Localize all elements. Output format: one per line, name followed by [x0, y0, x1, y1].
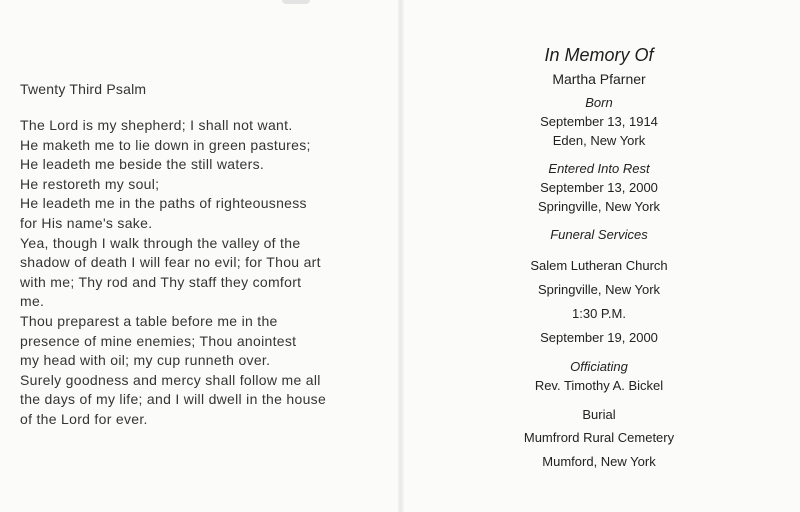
born-place: Eden, New York [552, 133, 646, 148]
burial-cemetery: Mumfrord Rural Cemetery [523, 430, 675, 445]
psalm-line: presence of mine enemies; Thou anointest [20, 332, 297, 349]
psalm-line: me. [20, 293, 45, 310]
psalm-title: Twenty Third Psalm [20, 81, 147, 97]
psalm-line: for His name's sake. [20, 214, 153, 231]
deceased-name: Martha Pfarner [552, 71, 646, 87]
officiating-label: Officiating [570, 359, 628, 374]
psalm-line: He maketh me to lie down in green pastures; [20, 136, 311, 153]
services-time: 1:30 P.M. [572, 306, 626, 321]
memorial-heading: In Memory Of [544, 45, 654, 65]
officiant-name: Rev. Timothy A. Bickel [534, 378, 664, 393]
psalm-line: with me; Thy rod and Thy staff they comfort [20, 273, 302, 290]
rest-date: September 13, 2000 [540, 180, 658, 195]
psalm-line: The Lord is my shepherd; I shall not want. [20, 117, 293, 133]
born-date: September 13, 1914 [540, 114, 658, 129]
psalm-line: of the Lord for ever. [20, 410, 148, 427]
psalm-line: Yea, though I walk through the valley of the [20, 234, 301, 251]
top-edge-mark [282, 0, 310, 4]
burial-label: Burial [582, 407, 616, 422]
memorial-panel [418, 44, 780, 472]
psalm-line: He leadeth me in the paths of righteousness [20, 195, 307, 212]
psalm-line: Surely goodness and mercy shall follow me all [20, 371, 321, 388]
rest-place: Springville, New York [537, 199, 661, 214]
rest-label: Entered Into Rest [548, 161, 650, 176]
services-label: Funeral Services [550, 227, 648, 242]
psalm-panel [20, 80, 390, 430]
psalm-line: He leadeth me beside the still waters. [20, 156, 265, 173]
center-fold [398, 0, 404, 512]
burial-place: Mumford, New York [542, 454, 656, 469]
psalm-line: the days of my life; and I will dwell in the house [20, 391, 327, 408]
services-place: Springville, New York [537, 282, 661, 297]
psalm-text [20, 116, 390, 430]
psalm-line: He restoreth my soul; [20, 175, 160, 192]
psalm-line: my head with oil; my cup runneth over. [20, 352, 271, 369]
services-church: Salem Lutheran Church [530, 258, 668, 273]
services-date: September 19, 2000 [540, 330, 658, 345]
born-label: Born [585, 95, 613, 110]
psalm-line: Thou preparest a table before me in the [20, 312, 278, 329]
psalm-line: shadow of death I will fear no evil; for Thou art [20, 254, 321, 271]
